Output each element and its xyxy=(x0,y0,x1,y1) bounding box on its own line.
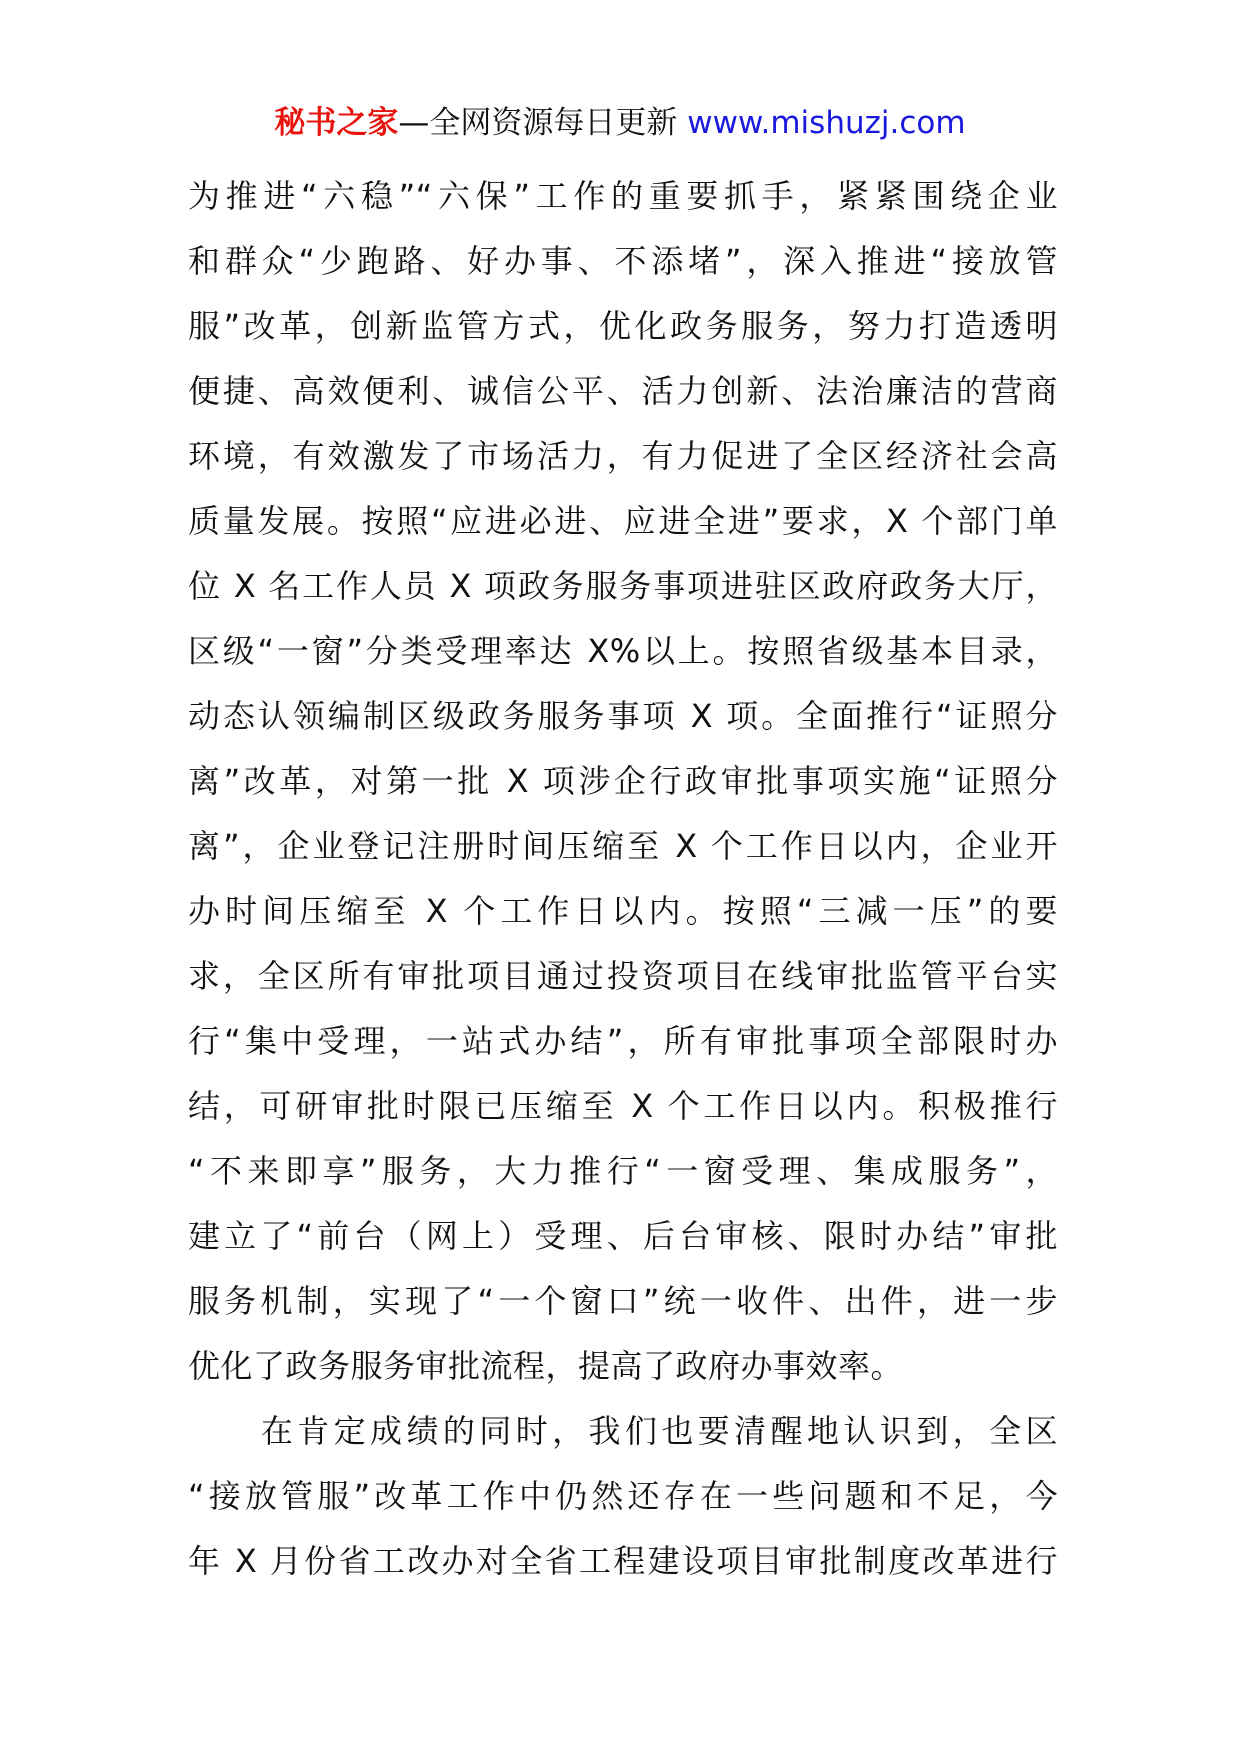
header-tagline: —全网资源每日更新 xyxy=(398,105,688,141)
document-body xyxy=(188,164,1058,1594)
text-line: 办时间压缩至 X 个工作日以内。按照“三减一压”的要 xyxy=(188,892,1058,930)
page-header xyxy=(0,100,1240,146)
paragraph-last-line: 优化了政务服务审批流程，提高了政府办事效率。 xyxy=(188,1347,904,1385)
site-url-link[interactable]: www.mishuzj.com xyxy=(687,105,966,141)
text-line: 在肯定成绩的同时，我们也要清醒地认识到，全区 xyxy=(188,1412,1058,1450)
text-line: “不来即享”服务，大力推行“一窗受理、集成服务”， xyxy=(188,1152,1058,1190)
text-line: 便捷、高效便利、诚信公平、活力创新、法治廉洁的营商 xyxy=(188,372,1058,410)
text-line: 环境，有效激发了市场活力，有力促进了全区经济社会高 xyxy=(188,437,1058,475)
text-line: 服”改革，创新监管方式，优化政务服务，努力打造透明 xyxy=(188,307,1058,345)
text-line: 离”，企业登记注册时间压缩至 X 个工作日以内，企业开 xyxy=(188,827,1058,865)
text-line: 建立了“前台（网上）受理、后台审核、限时办结”审批 xyxy=(188,1217,1058,1255)
text-line: 求，全区所有审批项目通过投资项目在线审批监管平台实 xyxy=(188,957,1058,995)
text-line: 离”改革，对第一批 X 项涉企行政审批事项实施“证照分 xyxy=(188,762,1058,800)
text-line: 动态认领编制区级政务服务事项 X 项。全面推行“证照分 xyxy=(188,697,1058,735)
brand-name: 秘书之家 xyxy=(274,105,399,141)
text-line: 质量发展。按照“应进必进、应进全进”要求，X 个部门单 xyxy=(188,502,1058,540)
text-line: 行“集中受理，一站式办结”，所有审批事项全部限时办 xyxy=(188,1022,1058,1060)
text-line: 区级“一窗”分类受理率达 X%以上。按照省级基本目录， xyxy=(188,632,1058,670)
text-line: 位 X 名工作人员 X 项政务服务事项进驻区政府政务大厅， xyxy=(188,567,1058,605)
text-line: 结，可研审批时限已压缩至 X 个工作日以内。积极推行 xyxy=(188,1087,1058,1125)
text-line: “接放管服”改革工作中仍然还存在一些问题和不足，今 xyxy=(188,1477,1058,1515)
text-line: 为推进“六稳”“六保”工作的重要抓手，紧紧围绕企业 xyxy=(188,177,1058,215)
text-line: 年 X 月份省工改办对全省工程建设项目审批制度改革进行 xyxy=(188,1542,1058,1580)
text-line: 和群众“少跑路、好办事、不添堵”，深入推进“接放管 xyxy=(188,242,1058,280)
text-line: 服务机制，实现了“一个窗口”统一收件、出件，进一步 xyxy=(188,1282,1058,1320)
